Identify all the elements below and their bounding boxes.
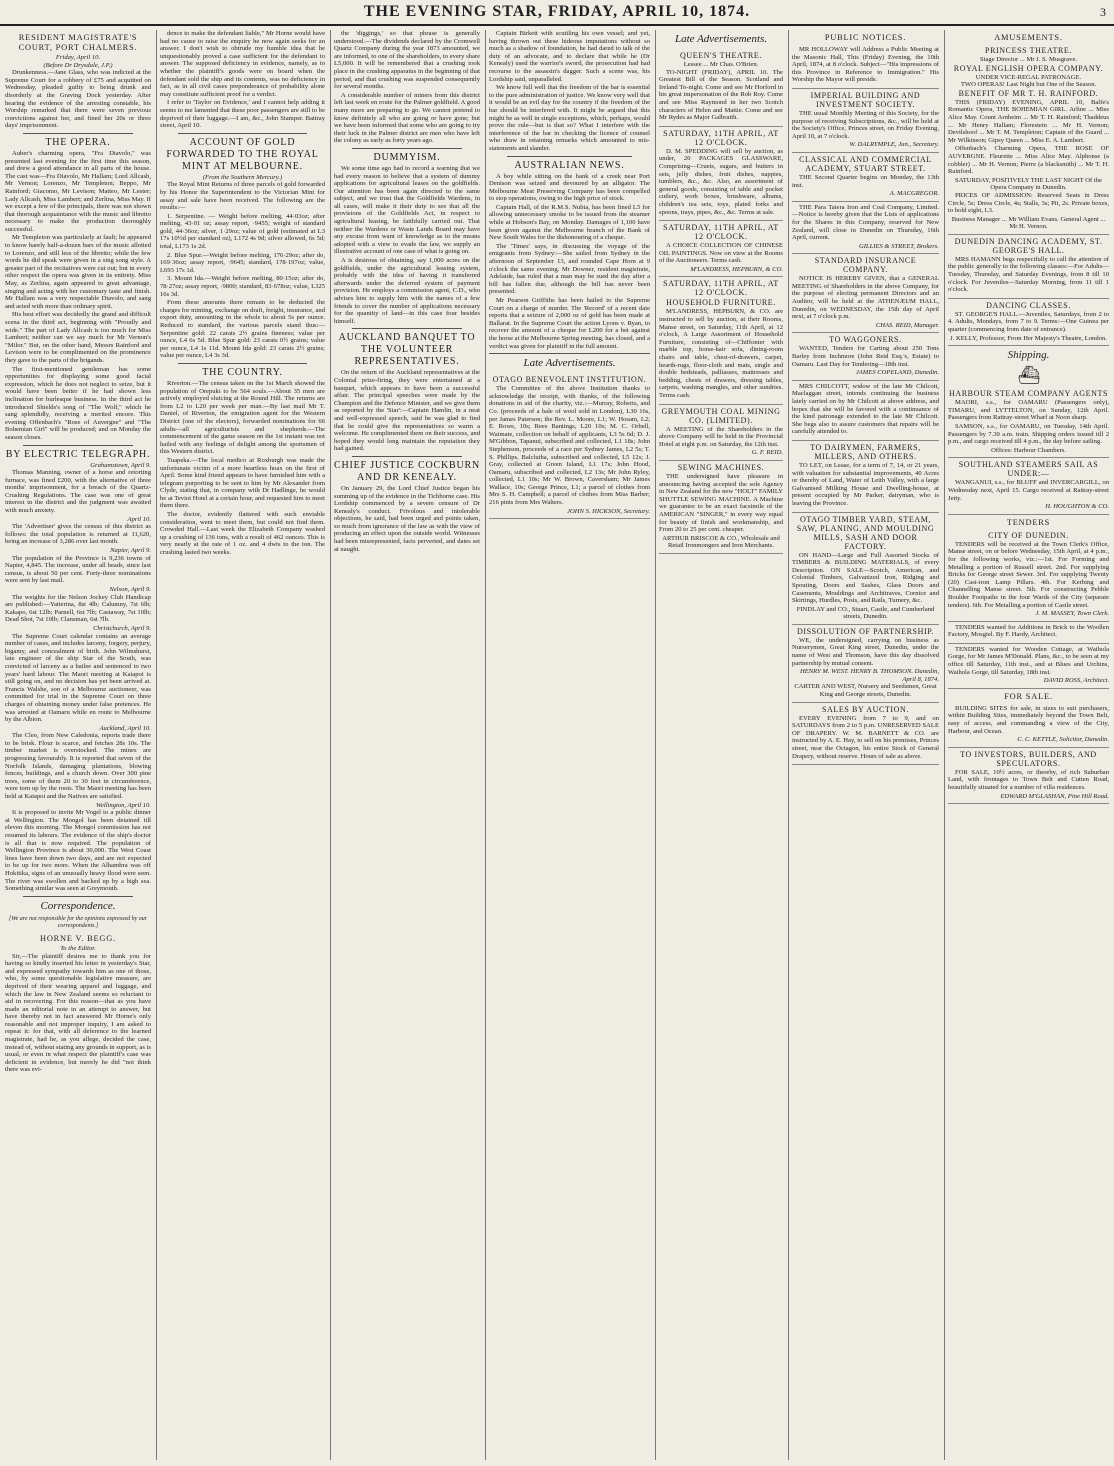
divider bbox=[352, 148, 462, 149]
divider bbox=[23, 445, 133, 446]
auction-body: A CHOICE COLLECTION OF CHINESE OIL PAINTINGS. Now on view at the Rooms of the Auctioneers. Terms cash. bbox=[659, 242, 783, 265]
partnership-heading: DISSOLUTION OF PARTNERSHIP. bbox=[796, 626, 934, 636]
sewing-signature: ARTHUR BRISCOE & CO., Wholesale and Retail Ironmongers and Iron Merchants. bbox=[662, 534, 780, 550]
country-heading: THE COUNTRY. bbox=[202, 366, 283, 378]
harbour-body: MAORI, s.s., for OAMARU (Passengers only), TIMARU, and LYTTELTON, on Sunday, 12th April. Passengers from Rattray-street Wharf at Noon sharp. bbox=[948, 399, 1109, 422]
harbour-heading: HARBOUR STEAM COMPANY AGENTS bbox=[948, 389, 1109, 399]
southland-signature: H. HOUGHTON & CO. bbox=[1045, 503, 1109, 511]
society-ad bbox=[792, 89, 939, 153]
letter-title: HORNE V. BEGG. bbox=[39, 933, 117, 943]
princess-director: Stage Director ... Mr J. S. Musgrave. bbox=[979, 56, 1078, 63]
opera-paragraph: His best effort was decidedly the grand and difficult scena in the third act, beginning with "Proudly and wide." The part of Lady Allcash is too much for Miss Lambert; neither can we say much for Mr Vernon's "Milor." But, on the other hand, Messrs Rainford and Levison were to be complimented on the prominence they gave to the parts of the brigands. bbox=[5, 311, 151, 364]
auction-date: SATURDAY, 11TH APRIL, AT 12 O'CLOCK. bbox=[663, 223, 779, 242]
telegraph-item: The Supreme Court calendar contains an average number of cases, and includes larceny, forgery, perjury, bigamy, and concealment of birth. John Wilmshurst, late engineer of the ship Star of the South, was convicted of larceny as a bailee and sentenced to two years' hard labour. The Maori meeting at Kaiapoi is still going on, and no decision has yet been arrived at. Francis Walshe, son of a Melbourne auctioneer, was committed for trial in the Supreme Court on three charges of obtaining money under false pretences. He was arrested at Oamaru while en route to Melbourne by the Albion. bbox=[5, 632, 151, 724]
opera-paragraph: The first-mentioned gentleman has some opportunities for displaying some good facial expression, which he does not neglect to seize, but it would have been better if he had shown less inclination for burlesque business. In the third act he introduced Shields's song of "The Wolf," which he sang splendidly, receiving a merited encore. This evening Offenbach's "Rose of Auvergne" and "The Bohemian Girl" will be produced; and on Monday the season closes. bbox=[5, 365, 151, 441]
cottage-body: TENDERS wanted for Wooden Cottage, at Waihola Gorge, for Mr James M'Donald. Plans, &c., to be seen at my office till Saturday, 11th inst., and at Blues and Urchins, Waihola Gorge, till Saturday, 18th inst. bbox=[948, 645, 1109, 676]
late-ads-heading: Late Advertisements. bbox=[523, 357, 616, 370]
telegraph-item: It is proposed to invite Mr Vogel to a public dinner at Wellington. The Mongol has been detained till eleven this morning. The Mongol commission has not resumed its labours. The evidence of the ship's doctor is all that is now required. The population of Wellington Province is about 30,000. The West Coast lines have been down two days, and are not expected to be up for two more. When the Alhambra was off Hokitika, signs of an unusually heavy flood were seen. The river was swollen and backed up by a high sea. Something similar was seen at Greymouth. bbox=[5, 809, 151, 893]
building-sites-ad bbox=[948, 703, 1109, 748]
newspaper-title: THE EVENING STAR, FRIDAY, APRIL 10, 1874. bbox=[363, 3, 751, 20]
dateline: Grahamstown, April 9. bbox=[90, 461, 151, 469]
masthead bbox=[0, 0, 1114, 26]
harbour-ad bbox=[948, 387, 1109, 458]
dateline: Nelson, April 9. bbox=[109, 586, 151, 593]
managers-line: Business Manager ... Mr William Evans. General Agent ... Mr H. Vernon. bbox=[951, 215, 1106, 231]
auction-date: SATURDAY, 11TH APRIL, AT 12 O'CLOCK. bbox=[663, 128, 779, 147]
australian-paragraph: Mr Pearson Griffiths has been bailed to the Supreme Court on a charge of murder. The 'Record' of a recent date reports that a seizure of 2,000 oz of gold has been made at Ballarat. In the Supreme Court the action Lyons v. Ryan, to recover the amount of a cheque for L200 for a bet against the horse at the Melbourne Spring meeting, has closed, and a verdict was given for plaintiff in the full amount. bbox=[489, 297, 650, 350]
court-heading: RESIDENT MAGISTRATE'S COURT, PORT CHALMERS. bbox=[18, 33, 138, 52]
insurance-body: NOTICE IS HEREBY GIVEN, that a GENERAL MEETING of Shareholders in the above Company, for the purpose of electing permanent Directors and an Auditor, will be held at the ATHENÆUM HALL, Dunedin, on WEDNESDAY, the 15th day of April next, at 7 o'clock p.m. bbox=[792, 275, 939, 321]
auction-body: M'LANDRESS, HEPBURN, & CO. are instructed to sell by auction, at their Rooms, Manse street, on Saturday, 11th April, at 12 o'clock, A Large Assortment of Household Furniture, consisting of—Chiffonier with marble top, horse-hair sofa, dining-room chairs and table, chest-of-drawers, carpet, hearth-rugs, floor-cloth and mats, single and double bedsteads, palliasses, mattresses and bedding, chests of drawers, dressing tables, carpets, washing mangles, and other sundries. Terms cash. bbox=[659, 308, 783, 399]
benevolent-body: The Committee of the above Institution thanks to acknowledge the receipt, with thanks, of the following donations in aid of the charity, viz.:—Murray, Roberts, and Co. (proceeds of a bale of wool sold in London), L30 16s, per James Paterson; the Rev. L. Moore, L1; W. Hosam, L2; E. Rowe, 10s; Rees Bantings, L20 10s; M. C. Orbell, Waimate, collection on behalf of applicants, L3 5s 6d; D. J. M'Gibbon, Tapanui, subscribed and collected, L1 18s; John Stephenson, proceeds of a race per Sydney James, L2 5s; T. S. Phillips, Balclutha, subscribed and collected, L5 12s; J. Gray, collected at Green Island, L1 17s; John Hood, Oamaru, subscribed and collected, L2 13s; Mr John Ryley, collected, L1 10s; Mr W. Brown, Caversham; Mr James Wallace, 10s; George Prince, L1; a parcel of clothes from Mrs S. H. Campbell; a parcel of clothes from Miss Barber; 216 pints from Mrs Walters. bbox=[489, 385, 650, 507]
academy-body: THE Second Quarter begins on Monday, the 13th inst. bbox=[792, 173, 939, 189]
column-4 bbox=[485, 30, 653, 1460]
divider bbox=[178, 363, 307, 364]
auckland-heading: AUCKLAND BANQUET TO THE VOLUNTEER REPRESENTATIVES. bbox=[338, 332, 476, 368]
dancing-classes-ad bbox=[948, 299, 1109, 346]
court-date: Friday, April 10. bbox=[55, 54, 101, 61]
country-paragraph: Tuapeka.—The local medico at Roxburgh was made the unfortunate victim of a more heartless hoax on the first of April. Some kind friend appears to have furnished him with a telegram purporting to be sent to him by Mr Alexander from Clyde, stating that, in company with Dr Hadlinge, he would be at Teviot Hotel at a certain hour, and requested him to meet them there. bbox=[160, 456, 325, 510]
dairy-body: TO LET, on Lease, for a term of 7, 14, or 21 years, with valuation for substantial improvements, 40 Acres or thereby of Land, Water of Leith Valley, with a large Galvanised Milking House and Dwelling-house, at present occupied by Mr Parker, dairyman, who is leaving the Province. bbox=[792, 461, 939, 507]
additions-ad bbox=[948, 622, 1109, 644]
dateline: Auckland, April 10. bbox=[99, 724, 151, 732]
academy-ad bbox=[792, 153, 939, 202]
theatre-lessee: Lessee ... Mr Chas. O'Brien. bbox=[683, 61, 759, 68]
benevolent-signature: JOHN S. HICKSON, Secretary. bbox=[567, 507, 650, 515]
dancing-academy-ad bbox=[948, 235, 1109, 299]
late-ads-heading: Late Advertisements. bbox=[674, 33, 768, 45]
letter-body: Sir,—The plaintiff desires me to thank you for having so kindly inserted his letter in yesterday's Star, and expressed sympathy towards him as one of those, who, by some questionable legislative measure, are deprived of their wearing apparel and luggage, and which the law in New Zealand seems so reluctant to aid in recovering. For this reason—that as you have made an editorial note in an attempt to answer, but have thereby not in fact answered Mr Horne's only reasonable and not improper inquiry, I am asked to repeat it: for that, with all deference to the learned magistrate, had he, as you allege, decided the case, instead of, without stating any grounds in support, as is usual, or even in what respect the plaintiff's case was deficient in evidence, but merely he did "not think there was evi- bbox=[5, 952, 151, 1074]
country-paragraph: The doctor, evidently flattered with such enviable consideration, went to meet them, but could not find them. Crowded Hall.—Last week the Elizabeth Company washed up a crushing of 136 tons, with a result of 462 ounces. This is very nearly at the rate of 1 oz. and 4 dwts to the ton. The crushing lasted two weeks. bbox=[160, 511, 325, 557]
letter-continued: dence to make the defendant liable," Mr Horne would have had no cause to raise the enquiry he now again seeks for an answer. I don't wish to obtrude my humble idea that he unquestionably proved a case sufficient for the defendant to answer. The supposed deficiency in evidence, namely, as to whether the plaintiff's goods were on board when the defendant sold the ship and its contents, was no deficiency in fact, as in all civil cases preponderance of probability alone may constitute sufficient proof for a verdict. bbox=[160, 30, 325, 98]
princess-theatre-ad bbox=[948, 44, 1109, 235]
company-signature: GILLIES & STREET, Brokers. bbox=[858, 242, 939, 250]
waggoners-heading: TO WAGGONERS. bbox=[829, 335, 902, 345]
telegraph-item: The weights for the Nelson Jockey Club Handicap are published:—Yatterina, 8st 4lb; Calumny, 7st 6lb; Kakapo, 6st 12lb; Parnell, 6st 7lb; Castaway, 7st 10lb; Dead Shot, 7st 10lb; Clansman, 6st 7lb. bbox=[5, 593, 151, 624]
company-body: THE Para Taiera Iron and Coal Company, Limited.—Notice is hereby given that the Lists of applications for the Shares in this Company, reserved for New Zealand, will close in Dunedin on Thursday, 16th April, current. bbox=[792, 203, 939, 242]
amusements-heading: AMUSEMENTS. bbox=[994, 33, 1063, 42]
classes-body: ST. GEORGE'S HALL.—Juveniles, Saturdays, from 2 to 4. Adults, Mondays, from 7 to 9. Terms:—One Guinea per quarter (commencing from date of entrance). bbox=[948, 310, 1109, 334]
waggoners-signature: JAMES COPELAND, Dunedin. bbox=[855, 369, 939, 377]
city-heading: CITY OF DUNEDIN. bbox=[988, 530, 1069, 540]
timber-ad bbox=[792, 513, 939, 625]
gold-paragraph: 1. Serpentine. — Weight before melting, 44·03oz; after melting, 43·01 oz; assay report, ·9455; weight of standard gold, 44·36oz; silver, 1·29oz; value of gold (estimated at L3 17s 10½d per standard oz), L172 4s 9d; silver allowed, 6s 5d; total, L173 1s 2d. bbox=[160, 212, 325, 251]
investors-ad bbox=[948, 748, 1109, 804]
court-bench: (Before Dr Drysdale, J.P.) bbox=[43, 61, 113, 69]
column-7 bbox=[944, 30, 1112, 1460]
australian-paragraph: The 'Times' says, in discussing the voyage of the emigrants from Sydney:—She sailed from Sydney in the afternoon of September 13, and rounded Cape Horn at 9 o'clock the same evening. Mr Downer, resident magistrate, Adelaide, has ruled that a man may be sued the day after a bill has fallen due, although the bill has never been presented. bbox=[489, 242, 650, 296]
dateline: Christchurch, April 9. bbox=[93, 624, 151, 632]
auction-title: HOUSEHOLD FURNITURE. bbox=[666, 298, 776, 308]
timber-signature: FINDLAY and CO., Stuart, Castle, and Cumberland streets, Dunedin. bbox=[796, 605, 935, 621]
sewing-ad bbox=[659, 461, 783, 554]
rose-body: Offenbach's Charming Opera, THE ROSE OF AUVERGNE. Fleurette ... Miss Alice May. Alphonse (a cobbler) ... Mr H. Vernon; Pierre (a blacksmith) ... Mr T. H. Rainford. bbox=[948, 145, 1109, 176]
divider bbox=[489, 353, 650, 354]
auction-date: SATURDAY, 11TH APRIL, AT 12 O'CLOCK. bbox=[663, 279, 779, 298]
investors-heading: TO INVESTORS, BUILDERS, AND SPECULATORS. bbox=[960, 749, 1097, 768]
classes-heading: DANCING CLASSES. bbox=[986, 300, 1071, 310]
southland-heading: SOUTHLAND STEAMERS SAIL AS UNDER:— bbox=[958, 460, 1099, 479]
dairy-ad bbox=[792, 441, 939, 513]
gold-heading: ACCOUNT OF GOLD FORWARDED TO THE ROYAL MINT AT MELBOURNE. bbox=[166, 136, 319, 172]
building-sites-signature: C. C. KETTLE, Solicitor, Dunedin. bbox=[1017, 736, 1109, 744]
dummyism-paragraph: A is desirous of obtaining, say 1,000 acres on the goldfields, under the agricultural leasing system, probably with the idea of having it transferred afterwards under the deferred system of payment provision. He employs a commission agent, C.D., who advises him to supply him with the names of a few friends to cover the number of applications necessary for the quantity of land—in this case four besides himself. bbox=[334, 257, 480, 325]
court-report: Drunkenness.—Jane Glass, who was indicted at the Supreme Court for a robbery of £75 and acquitted on Wednesday, pleaded guilty to being drunk and disorderly at the Graving Dock yesterday. After hearing the evidence of the arresting constable, his Worship remarked that there were seven previous convictions against her, and fined her 20s or three days' imprisonment. bbox=[5, 69, 151, 130]
society-signature: W. DALRYMPLE, Jun., Secretary. bbox=[849, 141, 939, 149]
insurance-signature: CHAS. REID, Manager. bbox=[875, 321, 939, 329]
society-body: THE usual Monthly Meeting of this Society, for the purpose of receiving Subscriptions, &c., will be held at the Society's Office, Princes street, on Friday Evening, April 10, at 7 o'clock. bbox=[792, 109, 939, 140]
australian-heading: AUSTRALIAN NEWS. bbox=[514, 159, 625, 171]
partnership-signature: HENRY M. WEST. HENRY B. THOMSON. Dunedin, April 8, 1874. bbox=[799, 668, 939, 683]
auction-sales-heading: SALES BY AUCTION. bbox=[821, 704, 910, 714]
partnership-ad bbox=[792, 625, 939, 703]
notice-body: MR HOLLOWAY will Address a Public Meeting at the Masonic Hall, This (Friday) Evening, the 10th April, 1874, at 8 o'clock. Subject—"His impressions of this Province in Reference to Immigration." His Worship the Mayor will preside. bbox=[792, 46, 939, 84]
column-6 bbox=[788, 30, 942, 1460]
gold-paragraph: 3. Mount Ida.—Weight before melting, 80·15oz; after do, 78·27oz; assay report, ·9800; standard, 83·678oz; value, L325 16s 3d. bbox=[160, 275, 325, 298]
timber-heading: OTAGO TIMBER YARD, STEAM, SAW, PLANING, AND MOULDING MILLS, SASH AND DOOR FACTORY. bbox=[796, 514, 935, 551]
benevolent-heading: OTAGO BENEVOLENT INSTITUTION. bbox=[492, 375, 647, 385]
insurance-ad bbox=[792, 254, 939, 333]
insurance-heading: STANDARD INSURANCE COMPANY. bbox=[814, 256, 917, 275]
waggoners-body: WANTED, Tenders for Carting about 250 Tons Barley from Inchmore (John Reid Esq.'s, Estate) to Oamaru. Last Day for Tendering—18th inst. bbox=[792, 345, 939, 368]
benevolent-ad bbox=[489, 373, 650, 519]
australian-paragraph: A boy while sitting on the bank of a creek near Port Denison was seized and devoured by an alligator. The Melbourne Meat Preserving Company has been compelled to stop operations, owing to the high price of stock. bbox=[489, 172, 650, 203]
sewing-heading: SEWING MACHINES. bbox=[677, 462, 765, 472]
partnership-body: WE, the undersigned, carrying on business as Nurserymen, Great King street, Dunedin, under the name of West and Thomson, have this day dissolved partnership by mutual consent. bbox=[792, 636, 939, 667]
column-1 bbox=[2, 30, 154, 1460]
dateline: Wellington, April 10. bbox=[96, 801, 151, 809]
admission-prices: PRICES OF ADMISSION: Reserved Seats in Dress Circle, 5s; Dress Circle, 4s; Stalls, 3s; Pit, 2s. Private boxes, to hold eight, L3. bbox=[948, 191, 1109, 215]
mining-body: A MEETING of the Shareholders in the above Company will be held in the Provincial Hotel at eight p.m. on Saturday, the 12th inst. bbox=[659, 425, 783, 448]
additions-body: TENDERS wanted for Additions in Brick to the Woollen Factory, Mosgiel. By F. Hardy, Architect. bbox=[948, 623, 1109, 639]
two-operas-line: TWO OPERAS! Last Night but One of the Season. bbox=[960, 81, 1097, 89]
notices-heading: PUBLIC NOTICES. bbox=[824, 33, 907, 42]
theatre-heading: QUEEN'S THEATRE. bbox=[679, 51, 762, 60]
divider bbox=[507, 156, 632, 157]
building-sites-body: BUILDING SITES for sale, in sizes to suit purchasers, within Building Sites, immediately beyond the Town Belt, easy of access, and commanding a view of the City, Harbour, and Ocean. bbox=[948, 704, 1109, 735]
benefit-heading: BENEFIT OF MR T. H. RAINFORD. bbox=[958, 88, 1099, 98]
dummyism-paragraph: We some time ago had to record a warning that we had every reason to believe that a system of dummy applications for agricultural leases on the goldfields. Our attention has been again directed to the same subject, and we trust that the Goldfields Wardens, in all cases, will make it their duty to see that all the provisions of the Goldfields Act, in respect to agricultural leasing, be faithfully carried out. That neither the Wardens or Waste Lands Board may have any excuse from want of knowledge as to the means adopted with a view to evade the law, we supply an illustrative account of one case of what is going on. bbox=[334, 164, 480, 256]
divider bbox=[23, 896, 133, 897]
divider bbox=[178, 133, 307, 134]
auction-body: D. M. SPEDDING will sell by auction, as under, 20 PACKAGES GLASSWARE, Comprising—Cruets, sugars, and butters in sets, jelly dishes, fruit dishes, nappies, tumblers, &c., &c. Also, an assortment of general goods, consisting of table and pocket cutlery, work boxes, brushware, albums, children's tea sets, toys, plated forks and spoons, trays, pipes, &c., &c. Terms at sale. bbox=[659, 147, 783, 216]
country-paragraph: Riverton.—The census taken on the 1st March showed the population of Orepuki to be 564 souls.—About 35 men are actively employed sluicing at the Round Hill. The returns are from L2 to L20 per week per man.—By last mail Mr T. Daniel, of Riverton, the emigration agent for the Western District (one of the electors), forwarded nominations for 66 adults—all agriculturists and shepherds.—The commencement of the game season on the 1st instant was not hailed with any feelings of delight among the sportsmen of this Western district. bbox=[160, 379, 325, 456]
justice-heading: CHIEF JUSTICE COCKBURN AND DR KENEALY. bbox=[334, 459, 480, 483]
mining-signature: G. F. REID. bbox=[751, 449, 783, 457]
nursery-signature: CARTER AND WEST, Nursery and Seedsmen, Great King and George streets, Dunedin. bbox=[794, 683, 937, 699]
timber-body: ON HAND—Large and Full Assorted Stocks of TIMBERS & BUILDING MATERIALS, of every Description. ON SALE—Scotch, American, and Colonial Timbers, Galvanized Iron, Ridging and Spouting, Doors and Sashes, Glass Doors and Casements, Mouldings and Architraves, Cornice and Skirtings, Hurdles, Posts, and Rails, Turnery, &c. bbox=[792, 551, 939, 605]
auction-ad bbox=[659, 127, 783, 221]
mining-ad bbox=[659, 405, 783, 461]
for-sale-heading: FOR SALE. bbox=[1004, 691, 1053, 701]
dairy-heading: TO DAIRYMEN, FARMERS, MILLERS, AND OTHERS. bbox=[810, 442, 921, 461]
steamship-icon: ⛴ bbox=[1017, 365, 1040, 386]
dateline: Napier, April 9. bbox=[110, 547, 151, 555]
harbour-office: Offices: Harbour Chambers. bbox=[991, 446, 1066, 454]
benefit-body: THIS (FRIDAY) EVENING, APRIL 10, Balfe's Romantic Opera, THE BOHEMIAN GIRL. Arline ... Miss Alice May. Count Arnheim ... Mr T. H. Rainford; Thaddeus ... Mr Henry Hallam; Florestein ... Mr H. Vernon; Devilshoof ... Mr T. M. Templeton; Captain of the Guard ... Mr Wilkinson; Gipsy Queen ... Miss E. A. Lambert. bbox=[948, 98, 1109, 144]
opera-paragraph: Auber's charming opera, "Fra Diavolo," was presented last evening for the first time this season, and drew a good attendance in all parts of the house. The cast was—Fra Diavolo, Mr Hallam; Lord Allcash, Mr Vernon; Lorenzo, Mr Templeton; Beppo, Mr Rainford; Giacomo, Mr Levison; Matteo, Mr Lester; Lady Allcash, Miss Lambert; and Zerlina, Miss May. If we except a few of the principals, there was not shown that thorough acquaintance with the music and libretto necessary to make the production thoroughly successful. bbox=[5, 149, 151, 233]
waggoners-ad bbox=[792, 333, 939, 380]
company-ad bbox=[792, 202, 939, 255]
justice-paragraph: On January 29, the Lord Chief Justice began his summing up of the evidence in the Tichborne case. His Lordship commenced by a severe censure of Dr Kenealy's conduct. Frivolous and intolerable objections, he said, had been urged and points taken, so much from ignorance of the law as with the view of producing an effect upon the outside world. Witnesses had been misrepresented, facts perverted, and dates set at naught. bbox=[334, 484, 480, 553]
shipping-heading: Shipping. bbox=[1007, 349, 1050, 362]
cottage-ad bbox=[948, 644, 1109, 689]
gold-paragraph: The Royal Mint Returns of three parcels of gold forwarded by his Honor the Superintendent to the Victorian Mint for assay and sale have been received. The following are the results:— bbox=[160, 181, 325, 212]
dancing-body: MRS HAMANN begs respectfully to call the attention of the public generally to the following classes:—For Adults—Tuesday, Thursday, and Saturday Evenings, from 8 till 10 o'clock. For Juveniles—Saturday Morning, from 11 till 1 o'clock. bbox=[948, 255, 1109, 294]
country-continued: A considerable number of miners from this district left last week en route for the Palmer goldfield. A good many more are preparing to go. We cannot pretend to know definitely all who are going or have gone; but we have been informed that some who are going to try their luck in the Palmer district are men who have left the colony as early as forty years ago. bbox=[334, 91, 480, 145]
divider bbox=[352, 328, 462, 329]
letter-continued: I refer to 'Taylor on Evidence,' and I cannot help adding it seems to me lamented that these poor passengers are still to be deprived of their luggage.—I am, &c., John Stamper. Battray street, April 10. bbox=[160, 99, 325, 130]
auction-signature: M'LANDRESS, HEPBURN, & CO. bbox=[690, 265, 783, 273]
notice-ad bbox=[792, 44, 939, 89]
tenders-heading: TENDERS bbox=[1006, 517, 1051, 527]
auction-ad bbox=[659, 221, 783, 277]
column-2 bbox=[156, 30, 328, 1460]
dateline: April 10. bbox=[127, 515, 151, 523]
telegraph-item: The population of the Province is 9,236 towns of Napier, 4,845. The increase, under all heads, since last census, is about 50 per cent. Forty-three nominations were sent by last mail. bbox=[5, 554, 151, 585]
princess-heading: PRINCESS THEATRE. bbox=[985, 46, 1072, 55]
chilcott-ad bbox=[792, 381, 939, 441]
opera-heading: THE OPERA. bbox=[45, 136, 111, 148]
country-continued: the 'diggings,' so that phrase is generally understood.—The dividends declared by the Cromwell Quartz Company during the year 1873 amounted, we are informed, to one of the shareholders, to every share L5,000. It will be remembered that a crushing took place in the crushing apparatus in the beginning of that period, and that crushing was suspended consequently for several months. bbox=[334, 30, 480, 91]
telegraph-item: The 'Advertiser' gives the census of this district as follows: the total population is returned at 11,620, being an increase of 3,286 over last month. bbox=[5, 523, 151, 546]
city-signature: J. M. MASSEY, Town Clerk. bbox=[1035, 610, 1109, 618]
closing-night: SATURDAY, POSITIVELY THE LAST NIGHT Of the Opera Company in Dunedin. bbox=[955, 176, 1102, 192]
chilcott-body: MRS CHILCOTT, widow of the late Mr Chilcott, Maclaggan street, intends continuing the business lately carried on by Mr Chilcott at above address, and hopes that she will be favored with a continuance of the kind patronage extended to the late Mr Chilcott. She begs also to assure customers that repairs will be carefully attended to. bbox=[792, 382, 939, 436]
dancing-heading: DUNEDIN DANCING ACADEMY, ST. GEORGE'S HALL. bbox=[954, 236, 1103, 255]
southland-body: WANGANUI, s.s., for BLUFF and INVERCARGILL, on Wednesday next, April 15. Cargo received at Rattray-street Jetty. bbox=[948, 479, 1109, 502]
column-3 bbox=[330, 30, 483, 1460]
gold-paragraph: 2. Blue Spur.—Weight before melting, 176·29oz; after do, 169·36oz; assay report, ·9645; standard, 178·197oz; value, L693 17s 1d. bbox=[160, 251, 325, 274]
auction-sales-body: EVERY EVENING from 7 to 9, and on SATURDAYS from 2 to 5 p.m. UNRESERVED SALE OF DRAPERY. W. M. BARNETT & CO. are instructed by A. E. Hay, to sell on his premises, Princes street, near the Octagon, his entire Stock of General Drapery, without reserve. Hours of sale as above. bbox=[792, 714, 939, 760]
gold-source: (From the Southern Mercury.) bbox=[202, 173, 283, 181]
harbour-body: SAMSON, s.s., for OAMARU, on Tuesday, 14th April. Passengers by 7.30 a.m. train. Shipping orders issued till 2 p.m., and cargo received till 4 p.m., the day before sailing. bbox=[948, 423, 1109, 446]
cottage-signature: DAVID ROSS, Architect. bbox=[1043, 677, 1109, 685]
opera-paragraph: Mr Templeton was particularly at fault; he appeared to know barely half-a-dozen bars of the music allotted to Lorenzo, and still less of the libretto; while the few words he did speak were given in a sing song style. A greater part of the recitatives were cut out; but in every other respect the opera was given in its entirety. Miss May, as Zerlina, again appeared to great advantage, singing and acting with her customary taste and finish. Mr Hallam was a very respectable Diavolo, and sang and acted with more than ordinary spirit. bbox=[5, 234, 151, 310]
city-body: TENDERS will be received at the Town Clerk's Office, Manse street, on or before Wednesday, 15th April, at 4 p.m., for the following works, viz.:—1st. For Forming and Metalling a portion of Russell street. 2nd. For supplying Bricks for George street Sewer. 3rd. For supplying Twenty (20) Cast-iron Lamp Pillars. 4th. For Kerbing and Channelling Manse street. 5th. For constructing Pebble Boulder Footpaths in the four Wards of the City (separate tenders). 6th. For Metalling a portion of Castle street. bbox=[948, 540, 1109, 609]
letter-salutation: To the Editor. bbox=[60, 944, 96, 952]
academy-heading: CLASSICAL AND COMMERCIAL ACADEMY, STUART STREET. bbox=[799, 154, 932, 173]
gold-paragraph: From these amounts there remain to be deducted the charges for minting, exchange on draft, freight, insurance, and export duty, amounting in the whole to about 5s per ounce. Reduced to standard, the various parcels stand thus:—Serpentine gold: 22 carats 2½ grains fineness; value per ounce, L4 6s 5d. Blue Spur gold: 23 carats 0½ grains; value per ounce, L4 1s 11d. Mount Ida gold: 23 carats 2½ grains; value per ounce, L4 3s 3d. bbox=[160, 299, 325, 360]
investors-body: FOR SALE, 10½ acres, or thereby, of rich Suburban Land, with frontages to Town Belt and Cutten Road, beautifully situated for a number of villa residences. bbox=[948, 768, 1109, 791]
city-tenders-ad bbox=[948, 529, 1109, 622]
auction-sales-ad bbox=[792, 703, 939, 766]
opera-company-heading: ROYAL ENGLISH OPERA COMPANY. bbox=[953, 63, 1104, 73]
mining-heading: GREYMOUTH COAL MINING CO. (LIMITED). bbox=[661, 406, 781, 425]
column-5 bbox=[655, 30, 786, 1460]
southland-ad bbox=[948, 458, 1109, 514]
theatre-ad bbox=[659, 49, 783, 127]
telegraph-item: The Cleo, from New Caledonia, reports trade there to be brisk. Flour is scarce, and fetches 28s 10s. The timber market is overstocked. The mines are progressing favourably. It is reported that seven of the Norfolk Islands, damaging plantations, blowing fences, buildings, and a church down. Over 300 pine trees, some of them 20 to 30 feet in circumference, were torn up by the roots. The Maori meeting has been held at Kaiapoi and the Natives are satisfied. bbox=[5, 732, 151, 801]
sewing-body: THE undersigned have pleasure in announcing having accepted the sole Agency in New Zealand for the new "HOLT" FAMILY SHUTTLE SEWING MACHINE. A Machine we guarantee to be an exact facsimile of the AMERICAN "SINGER," in every way equal for beauty of finish and workmanship, and From 20 to 25 per cent. cheaper. bbox=[659, 472, 783, 534]
society-heading: IMPERIAL BUILDING AND INVESTMENT SOCIETY. bbox=[810, 90, 921, 109]
investors-signature: EDWARD M'GLASHAN, Pine Hill Road. bbox=[1000, 792, 1109, 800]
justice-continued: We know full well that the freedom of the bar is essential to the pure administration of justice. We know very well that it would be an evil day for the country if the freedom of the bar should be interfered with. It might be argued that this might be as well in single exceptions, which, perhaps, would prove the rule—but is that so? What I interfere with the interference of the bar in checking the licence of counsel who draw in retaining remarks which amounted to mis-statements and slander. bbox=[489, 84, 650, 152]
divider bbox=[23, 133, 133, 134]
dummyism-heading: DUMMYISM. bbox=[373, 151, 441, 163]
correspondence-heading: Correspondence. bbox=[40, 899, 116, 912]
auckland-paragraph: On the return of the Auckland representatives at the Colonial prize-firing, they were entertained at a banquet, which appears to have been a successful affair. The principal speeches were made by the Champion and the Defence Minister, and we give them as reported by the 'Star':—Captain Hamlin, in a neat and well-expressed speech, said he was glad to find that he could give the representatives so warm a welcome. He complimented them on their success, and hoped they would long maintain the reputation they had gained. bbox=[334, 369, 480, 453]
correspondence-note: [We are not responsible for the opinions expressed by our correspondents.] bbox=[8, 915, 148, 930]
classes-signature: J. KELLY, Professor, From Her Majesty's Theatre, London. bbox=[950, 334, 1107, 342]
patronage-line: UNDER VICE-REGAL PATRONAGE. bbox=[975, 73, 1082, 81]
australian-paragraph: Captain Hall, of the R.M.S. Nubia, has been fined L5 for allowing unnecessary smoke to be issued from the steamer while at Hobson's Bay, on Monday. Damages of 1,100 have been given against the Melbourne branch of the Bank of New South Wales for the dishonouring of a cheque. bbox=[489, 203, 650, 242]
telegraph-heading: BY ELECTRIC TELEGRAPH. bbox=[5, 448, 151, 460]
auction-ad bbox=[659, 277, 783, 404]
telegraph-item: Thomas Manning, owner of a horse and retorting furnace, was fined £200, with the alternative of three months' imprisonment, for a breach of the Quartz-Crushing Regulations. The case was one of great interest in the district and the judgment was awaited with much anxiety. bbox=[5, 469, 151, 515]
justice-continued: Captain Birkett with scuttling his own vessel; and yet, having thrown out these hideous imputations without so much as a shadow of foundation, he had dared to talk of the duty of an advocate, and to declare that while he (Dr Kenealy) used the warrior's sword, the prosecution had had recourse to the assassin's dagger. Such a scene was, his Lordship said, unparalleled. bbox=[489, 30, 650, 83]
divider bbox=[352, 456, 462, 457]
page-number: 3 bbox=[1100, 5, 1106, 19]
academy-signature: A. MACGREGOR. bbox=[889, 190, 939, 198]
theatre-body: TO-NIGHT (FRIDAY), APRIL 10. The Greatest Bill of the Season. Scotland and Ireland To-night. Come and see Mr Horford in his great impersonation of the Rob Roy. Come and see Miss Raymond in her two Scotch characters of Helen and Mattie. Come and see Mr Rydes as Major Galbraith. bbox=[659, 68, 783, 122]
